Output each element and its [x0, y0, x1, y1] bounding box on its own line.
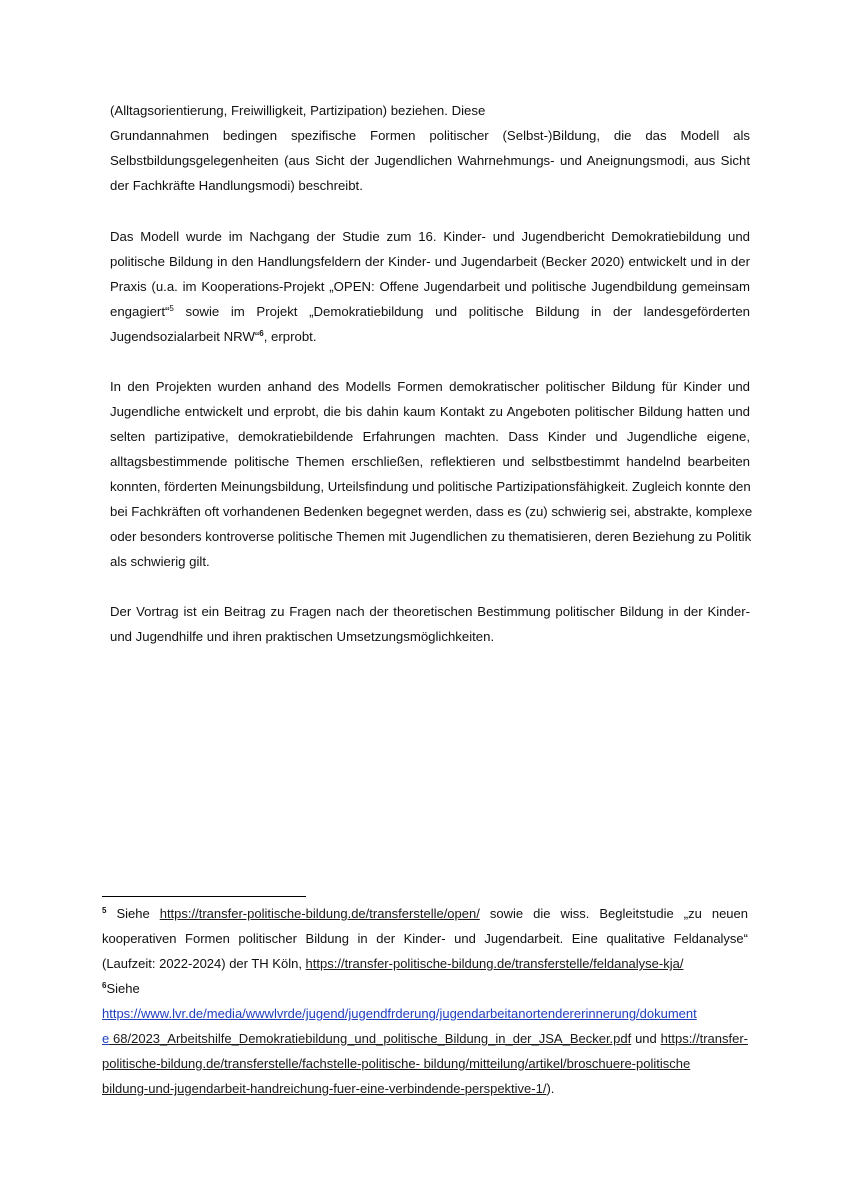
paragraph-2-line-2: politische Bildung in den Handlungsfeldern der Kinder- und Jugendarbeit (Becker 2020) entwickelt und in der	[110, 254, 750, 269]
line-text: und	[631, 1031, 661, 1046]
footnote-5-line-3	[102, 956, 683, 972]
paragraph-3-line-8: als schwierig gilt.	[110, 554, 210, 569]
footnote-5-link-open[interactable]: https://transfer-politische-bildung.de/transferstelle/open/	[159, 906, 480, 921]
paragraph-2-line-5	[110, 329, 317, 345]
footnote-5-line-1	[102, 906, 748, 922]
footnote-number-6: 6	[102, 981, 107, 990]
footnote-6-line-2	[102, 1006, 748, 1022]
paragraph-1-line-4: der Fachkräfte Handlungsmodi) beschreibt.	[110, 178, 363, 193]
footnote-6-link-broschuere[interactable]: bildung/mitteilung/artikel/broschuere-politische	[419, 1056, 691, 1071]
line-text: sowie im Projekt „Demokratiebildung und politische Bildung in der landesgeförderten	[173, 304, 750, 319]
footnote-6-line-4	[102, 1056, 690, 1072]
paragraph-2-line-1: Das Modell wurde im Nachgang der Studie zum 16. Kinder- und Jugendbericht Demokratiebildung und	[110, 229, 750, 244]
footnote-6-link-transfer[interactable]: https://transfer-	[660, 1031, 748, 1046]
paragraph-3-line-4: alltagsbestimmende politische Themen erschließen, reflektieren und selbstbestimmt handelnd bearbeiten	[110, 454, 750, 469]
footnote-6-line-3	[102, 1031, 748, 1047]
paragraph-3-line-5: konnten, förderten Meinungsbildung, Urteilsfindung und politische Partizipationsfähigkeit. Zugleich konnte den	[110, 479, 751, 494]
paragraph-4-line-1: Der Vortrag ist ein Beitrag zu Fragen nach der theoretischen Bestimmung politischer Bildung in der Kinder-	[110, 604, 750, 619]
line-text: ).	[546, 1081, 555, 1096]
line-text: engagiert“	[110, 304, 170, 319]
footnote-6-link-lvr-cont[interactable]: e	[102, 1031, 110, 1046]
footnote-6-link-broschuere-cont[interactable]: bildung-und-jugendarbeit-handreichung-fuer-eine-verbindende-perspektive-1/	[102, 1081, 547, 1096]
paragraph-3-line-3: selten partizipative, demokratiebildende Erfahrungen machten. Dass Kinder und Jugendliche eigene,	[110, 429, 750, 444]
footnote-6-link-lvr[interactable]: https://www.lvr.de/media/wwwlvrde/jugend/jugendfrderung/jugendarbeitanortendererinnerung/dokument	[102, 1006, 697, 1021]
line-text: Siehe	[106, 906, 160, 921]
footnote-number-5: 5	[102, 906, 107, 915]
paragraph-2-line-3: Praxis (u.a. im Kooperations-Projekt „OPEN: Offene Jugendarbeit und politische Jugendbildung gemeinsam	[110, 279, 750, 294]
footnote-6-link-pdf[interactable]: 68/2023_Arbeitshilfe_Demokratiebildung_und_politische_Bildung_in_der_JSA_Becker.pdf	[109, 1031, 632, 1046]
paragraph-1-line-3: Selbstbildungsgelegenheiten (aus Sicht der Jugendlichen Wahrnehmungs- und Aneignungsmodi, aus Sicht	[110, 153, 750, 168]
line-text: Siehe	[106, 981, 140, 996]
paragraph-2-line-4	[110, 304, 750, 320]
footnote-separator	[102, 896, 306, 897]
line-text: sowie die wiss. Begleitstudie „zu neuen	[479, 906, 748, 921]
paragraph-1-line-2: Grundannahmen bedingen spezifische Formen politischer (Selbst-)Bildung, die das Modell als	[110, 128, 750, 143]
paragraph-3-line-2: Jugendliche entwickelt und erprobt, die bis dahin kaum Kontakt zu Angeboten politischer Bildung hatten und	[110, 404, 750, 419]
footnote-5-link-feldanalyse[interactable]: https://transfer-politische-bildung.de/transferstelle/feldanalyse-kja/	[305, 956, 684, 971]
line-text: (Laufzeit: 2022-2024) der TH Köln,	[102, 956, 306, 971]
paragraph-3-line-1: In den Projekten wurden anhand des Modells Formen demokratischer politischer Bildung für Kinder und	[110, 379, 750, 394]
footnote-6-line-1	[102, 981, 140, 997]
paragraph-1-line-1: (Alltagsorientierung, Freiwilligkeit, Partizipation) beziehen. Diese	[110, 103, 486, 118]
line-text: , erprobt.	[263, 329, 317, 344]
paragraph-3-line-6: bei Fachkräften oft vorhandenen Bedenken begegnet werden, dass es (zu) schwierig sei, abstrakte, komplexe	[110, 504, 753, 519]
footnote-ref-6[interactable]: 6	[259, 329, 264, 338]
paragraph-4-line-2: und Jugendhilfe und ihren praktischen Umsetzungsmöglichkeiten.	[110, 629, 495, 644]
footnote-ref-5[interactable]: 5	[169, 304, 174, 313]
footnote-6-link-transfer-cont[interactable]: politische-bildung.de/transferstelle/fachstelle-politische-	[102, 1056, 420, 1071]
line-text: Jugendsozialarbeit NRW“	[110, 329, 260, 344]
footnote-5-line-2: kooperativen Formen politischer Bildung in der Kinder- und Jugendarbeit. Eine qualitative Feldanalyse“	[102, 931, 748, 946]
paragraph-3-line-7: oder besonders kontroverse politische Themen mit Jugendlichen zu thematisieren, deren Beziehung zu Politik	[110, 529, 752, 544]
footnote-6-line-5	[102, 1081, 554, 1097]
